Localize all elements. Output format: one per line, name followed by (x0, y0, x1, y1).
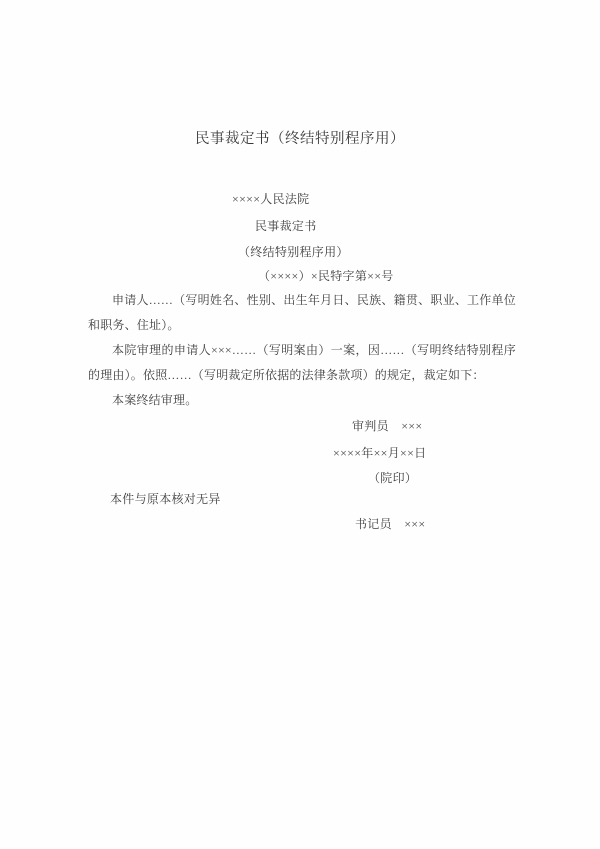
paragraph-applicant: 申请人……（写明姓名、性别、出生年月日、民族、籍贯、职业、工作单位和职务、住址）。 (88, 293, 516, 332)
judge-signature-line: 审判员 ××× (352, 419, 423, 433)
document-type: 民事裁定书 (255, 219, 317, 233)
date-line: ××××年××月××日 (333, 446, 427, 460)
court-seal-placeholder: （院印） (368, 471, 418, 485)
document-subtype: （终结特别程序用） (238, 245, 349, 259)
clerk-signature-line: 书记员 ××× (355, 517, 426, 531)
paragraph-ruling: 本案终结审理。 (112, 393, 198, 407)
case-number: （××××）×民特字第××号 (258, 269, 394, 283)
paragraph-case-description: 本院审理的申请人×××……（写明案由）一案，因……（写明终结特别程序的理由）。依照……（写明裁定所依据的法律条款项）的规定，裁定如下： (88, 343, 516, 382)
page-title: 民事裁定书（终结特别程序用） (195, 131, 405, 147)
court-name: ××××人民法院 (232, 192, 310, 206)
copy-verification-note: 本件与原本核对无异 (110, 492, 221, 506)
